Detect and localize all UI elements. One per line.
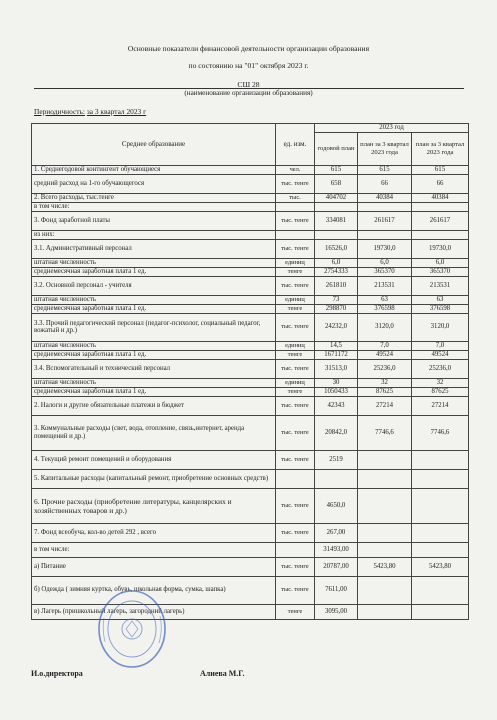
- row-description: б) Одежда ( зимняя куртка, обувь, школьная форма, сумка, шапка): [32, 576, 276, 604]
- row-unit: тыс. тенге: [276, 523, 315, 542]
- row-q3b: 19730,0: [412, 239, 469, 258]
- row-q3: 261617: [358, 211, 412, 230]
- row-q3: 7746,6: [358, 415, 412, 450]
- row-q3b: [412, 450, 469, 469]
- row-unit: тыс. тенге: [276, 211, 315, 230]
- row-description: 4. Текущий ремонт помещений и оборудования: [32, 450, 276, 469]
- row-q3b: 7746,6: [412, 415, 469, 450]
- row-q3: [358, 488, 412, 523]
- periodicity-value: за 3 квартал 2023 г: [86, 107, 147, 116]
- table-row: [32, 276, 469, 295]
- table-row: [32, 295, 469, 304]
- organization-name: СШ 28: [237, 80, 260, 89]
- row-q3b: [412, 488, 469, 523]
- row-q3b: 3120,0: [412, 313, 469, 341]
- row-annual: 3095,00: [315, 604, 358, 619]
- row-description: 3. Фонд заработной платы: [32, 211, 276, 230]
- row-description: 2. Налоги и другие обязательные платежи в бюджет: [32, 396, 276, 415]
- row-unit: [276, 230, 315, 239]
- row-q3b: 261617: [412, 211, 469, 230]
- table-row: [32, 350, 469, 359]
- table-row: [32, 396, 469, 415]
- row-unit: [276, 202, 315, 211]
- row-unit: чел.: [276, 165, 315, 174]
- row-annual: [315, 469, 358, 488]
- row-q3: 19730,0: [358, 239, 412, 258]
- row-annual: 6,0: [315, 258, 358, 267]
- row-annual: 20842,0: [315, 415, 358, 450]
- row-unit: тыс. тенге: [276, 276, 315, 295]
- table-row: [32, 258, 469, 267]
- row-annual: 1671172: [315, 350, 358, 359]
- table-row: [32, 378, 469, 387]
- row-q3b: [412, 576, 469, 604]
- row-q3b: 5423,80: [412, 557, 469, 576]
- table-row: [32, 165, 469, 174]
- row-q3b: 615: [412, 165, 469, 174]
- row-q3: 213531: [358, 276, 412, 295]
- row-annual: 30: [315, 378, 358, 387]
- row-q3: 25236,0: [358, 359, 412, 378]
- row-q3b: 6,0: [412, 258, 469, 267]
- row-description: 3.4. Вспомогательный и технический персонал: [32, 359, 276, 378]
- row-description: в) Лагерь (пришкольный лагерь, загородний лагерь): [32, 604, 276, 619]
- row-annual: 31493,00: [315, 542, 358, 557]
- row-q3b: 66: [412, 174, 469, 193]
- row-unit: единиц: [276, 295, 315, 304]
- table-row: [32, 415, 469, 450]
- row-q3b: 7,0: [412, 341, 469, 350]
- row-annual: 24232,0: [315, 313, 358, 341]
- row-q3: 6,0: [358, 258, 412, 267]
- row-annual: 334081: [315, 211, 358, 230]
- row-unit: тыс. тенге: [276, 174, 315, 193]
- row-annual: 14,5: [315, 341, 358, 350]
- row-unit: тенге: [276, 350, 315, 359]
- row-q3: [358, 230, 412, 239]
- table-row: [32, 523, 469, 542]
- report-date: по состоянию на "01" октября 2023 г.: [188, 61, 309, 70]
- row-annual: 615: [315, 165, 358, 174]
- row-description: 6. Прочие расходы (приобретение литературы, канцелярских и хозяйственных товаров и др.): [32, 488, 276, 523]
- row-q3: [358, 450, 412, 469]
- row-q3: 27214: [358, 396, 412, 415]
- row-description: 1. Среднегодовой контингент обучающиеся: [32, 165, 276, 174]
- table-row: [32, 202, 469, 211]
- row-description: штатная численность: [32, 295, 276, 304]
- row-q3: 5423,80: [358, 557, 412, 576]
- row-q3b: 25236,0: [412, 359, 469, 378]
- row-description: 2. Всего расходы, тыс.тенге: [32, 193, 276, 202]
- row-annual: 2754333: [315, 267, 358, 276]
- table-row: [32, 304, 469, 313]
- row-q3b: 63: [412, 295, 469, 304]
- row-annual: 658: [315, 174, 358, 193]
- table-row: [32, 239, 469, 258]
- row-q3: 87625: [358, 387, 412, 396]
- row-description: из них:: [32, 230, 276, 239]
- row-q3b: [412, 469, 469, 488]
- row-q3: 3120,0: [358, 313, 412, 341]
- row-q3b: [412, 523, 469, 542]
- table-row: [32, 359, 469, 378]
- row-q3b: 376598: [412, 304, 469, 313]
- financial-indicators-table: [31, 123, 469, 620]
- row-annual: [315, 202, 358, 211]
- table-row: [32, 557, 469, 576]
- row-unit: тыс. тенге: [276, 450, 315, 469]
- row-annual: 16526,0: [315, 239, 358, 258]
- periodicity-line: [34, 107, 146, 116]
- row-unit: [276, 469, 315, 488]
- row-annual: [315, 230, 358, 239]
- row-annual: 4650,0: [315, 488, 358, 523]
- row-description: 5. Капитальные расходы (капитальный ремонт, приобретение основных средств): [32, 469, 276, 488]
- row-q3: [358, 202, 412, 211]
- row-unit: тенге: [276, 604, 315, 619]
- row-unit: тенге: [276, 304, 315, 313]
- row-unit: тыс. тенге: [276, 415, 315, 450]
- row-unit: тыс.: [276, 193, 315, 202]
- table-row: [32, 488, 469, 523]
- signature-name: Алиева М.Г.: [200, 669, 245, 678]
- col-header-unit: ед. изм.: [276, 124, 315, 166]
- row-unit: тыс. тенге: [276, 359, 315, 378]
- official-stamp: [96, 588, 168, 670]
- row-q3: 63: [358, 295, 412, 304]
- organization-caption: (наименование организации образования): [184, 89, 313, 97]
- row-description: среднемесячная заработная плата 1 ед.: [32, 304, 276, 313]
- row-q3: 7,0: [358, 341, 412, 350]
- row-q3b: 213531: [412, 276, 469, 295]
- row-description: штатная численность: [32, 341, 276, 350]
- row-q3b: [412, 604, 469, 619]
- table-row: [32, 230, 469, 239]
- row-q3: [358, 576, 412, 604]
- row-q3: [358, 542, 412, 557]
- row-description: штатная численность: [32, 258, 276, 267]
- signature-role: И.о.директора: [31, 669, 83, 678]
- periodicity-label: Периодичность:: [34, 107, 85, 116]
- row-unit: единиц: [276, 341, 315, 350]
- row-q3: [358, 604, 412, 619]
- row-annual: 298870: [315, 304, 358, 313]
- row-description: среднемесячная заработная плата 1 ед.: [32, 350, 276, 359]
- row-q3: [358, 523, 412, 542]
- row-description: 3.3. Прочий педагогический персонал (педагог-психолог, социальный педагог, вожатый и др.): [32, 313, 276, 341]
- row-unit: единиц: [276, 378, 315, 387]
- row-annual: 42343: [315, 396, 358, 415]
- row-description: а) Питание: [32, 557, 276, 576]
- table-row: [32, 469, 469, 488]
- row-q3b: [412, 202, 469, 211]
- row-q3b: 32: [412, 378, 469, 387]
- row-description: 3.1. Административный персонал: [32, 239, 276, 258]
- row-q3: 32: [358, 378, 412, 387]
- row-unit: тыс. тенге: [276, 488, 315, 523]
- table-row: [32, 267, 469, 276]
- col-header-q3-plan-2: план за 3 квартал 2023 года: [412, 132, 469, 165]
- row-description: среднемесячная заработная плата 1 ед.: [32, 267, 276, 276]
- row-annual: 404702: [315, 193, 358, 202]
- table-row: [32, 313, 469, 341]
- col-header-q3-plan: план за 3 квартал 2023 года: [358, 132, 412, 165]
- table-row: [32, 211, 469, 230]
- row-q3: 615: [358, 165, 412, 174]
- col-header-description: Среднее образование: [32, 124, 276, 166]
- row-annual: 1050433: [315, 387, 358, 396]
- table-row: [32, 542, 469, 557]
- row-description: средний расход на 1-го обучающегося: [32, 174, 276, 193]
- row-q3b: 365370: [412, 267, 469, 276]
- row-q3: 40384: [358, 193, 412, 202]
- row-annual: 267,00: [315, 523, 358, 542]
- row-annual: 73: [315, 295, 358, 304]
- row-annual: 2519: [315, 450, 358, 469]
- row-q3: 66: [358, 174, 412, 193]
- row-annual: 20787,00: [315, 557, 358, 576]
- row-q3b: 27214: [412, 396, 469, 415]
- row-unit: [276, 542, 315, 557]
- row-unit: тыс. тенге: [276, 313, 315, 341]
- row-q3: [358, 469, 412, 488]
- document-title: Основные показатели финансовой деятельности организации образования: [127, 44, 370, 53]
- row-unit: тенге: [276, 267, 315, 276]
- row-unit: тенге: [276, 387, 315, 396]
- row-q3: 376598: [358, 304, 412, 313]
- row-description: в том числе:: [32, 202, 276, 211]
- row-description: 3. Коммунальные расходы (свет, вода, отопление, связь,интернет, аренда помещений и др.): [32, 415, 276, 450]
- row-description: в том числе:: [32, 542, 276, 557]
- row-q3b: [412, 230, 469, 239]
- row-q3b: 40384: [412, 193, 469, 202]
- col-header-annual-plan: годовой план: [315, 132, 358, 165]
- row-description: штатная численность: [32, 378, 276, 387]
- row-unit: тыс. тенге: [276, 576, 315, 604]
- table-row: [32, 341, 469, 350]
- row-q3: 49524: [358, 350, 412, 359]
- table-row: [32, 174, 469, 193]
- row-q3b: 87625: [412, 387, 469, 396]
- table-row: [32, 450, 469, 469]
- row-description: среднемесячная заработная плата 1 ед.: [32, 387, 276, 396]
- row-q3: 365370: [358, 267, 412, 276]
- row-q3b: 49524: [412, 350, 469, 359]
- row-unit: тыс. тенге: [276, 396, 315, 415]
- col-header-year: 2023 год: [315, 124, 469, 133]
- row-annual: 261810: [315, 276, 358, 295]
- row-annual: 7611,00: [315, 576, 358, 604]
- row-unit: тыс. тенге: [276, 557, 315, 576]
- row-description: 3.2. Основной персонал - учителя: [32, 276, 276, 295]
- table-row: [32, 387, 469, 396]
- row-unit: единиц: [276, 258, 315, 267]
- row-q3b: [412, 542, 469, 557]
- row-unit: тыс. тенге: [276, 239, 315, 258]
- table-row: [32, 193, 469, 202]
- row-description: 7. Фонд всеобуча, кол-во детей 292 , всего: [32, 523, 276, 542]
- row-annual: 31513,0: [315, 359, 358, 378]
